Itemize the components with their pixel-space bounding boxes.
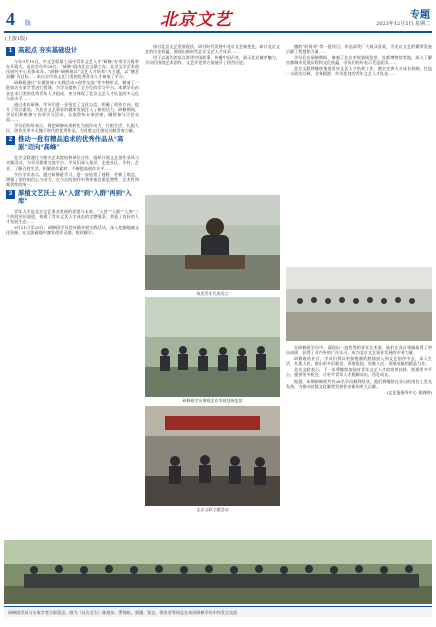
column-middle: [145, 44, 280, 66]
paragraph: 据悉，本期研修班共有28名学员顺利结业，他们将继续在各自的岗位上发光发热，为推动首都文化繁荣发展作出新的更大贡献。: [286, 378, 432, 389]
section-title-2: 推动一批有精品追求的优秀作品从“高原”迈向“高峰”: [18, 136, 124, 152]
continued-from: (上接1版): [5, 36, 28, 42]
page-header: [0, 0, 436, 32]
page-number: 4: [6, 9, 15, 29]
group-panorama-photo: [4, 540, 432, 604]
bottom-photo-caption: 研修班学员与专家学者合影留念。图为（从左至右）陈旭东、罗锡佑、郭涵、张宜、徐亚君等同志在本次研修学员中作发言交流: [8, 610, 238, 615]
paragraph: 北京文联通过与相关艺术院校和单位合作，组织开展文艺创作采风与实践活动，为学员搭建交流平台。学员们深入基层，走进社区、乡村、企业，了解百姓生活，积累创作素材，不断提高创作水平……: [6, 155, 139, 171]
paragraph: 9月21日至25日，研修班学员赴外地开展实践活动，深入挖掘地域文化资源，在交流碰撞中激发创作灵感，收获颇丰。: [6, 225, 139, 236]
photo-caption: 北京文联主题活动: [196, 507, 229, 512]
section-title: 专题: [410, 10, 430, 21]
speaker-photo-art: [145, 195, 280, 290]
paragraph: 研修班通过“专题讲座+实践活动+创作交流”等多种形式，邀请了一批知名专家学者进行授课，为学员提供了全方位的学习平台。本期学员由各艺术门类的优秀青年人才组成，充分体现了北京文艺人才队伍的多元化与高水平……: [6, 80, 139, 101]
header-rule: [4, 31, 432, 33]
paragraph: 探讨北京文艺发展现状，研讨时代发展中北京文艺新变化，研讨北京文艺的历史底蕴，展现出新时代北京文艺人才风采……: [145, 44, 280, 55]
section-number-2: 2: [6, 136, 15, 145]
group-panorama-photo-art: [4, 540, 432, 604]
section-number-1: 1: [6, 47, 15, 56]
event-photo: [145, 406, 280, 506]
paragraph: 研修班结业后，学员们将以更加饱满的热情投入到文艺创作中去，深入生活、扎根人民，推出更多讴歌党、讴歌祖国、讴歌人民、讴歌英雄的精品力作。: [286, 356, 432, 367]
speaker-photo: [145, 195, 280, 290]
paragraph: 学员们在研修期间，参观了北京市规划展览馆、首都博物馆等地，深入了解首都城市发展历程和文化底蕴，学员们纷纷表示受益匪浅……: [286, 55, 432, 66]
paragraph: 播的“时时讲”等一批项目，作品深受广大观众喜爱，为北京文艺的繁荣发展贡献了智慧和力量……: [286, 44, 432, 55]
event-photo-art: [145, 406, 280, 506]
section-heading-1: [6, 47, 139, 56]
paragraph: 多位学员表示，通过研修班学习，进一步拓宽了视野，更新了观念，增强了创作的信心与动力，在今后的创作中将更加注重思想性、艺术性和观赏性的统一。: [6, 171, 139, 187]
photo-caption: 陈述青年代表发言: [196, 291, 229, 296]
group-visit-photo: [145, 297, 280, 397]
section-number-3: 3: [6, 190, 15, 199]
column-right: [286, 44, 432, 78]
meeting-photo-art: [286, 267, 432, 341]
group-visit-photo-art: [145, 297, 280, 397]
paragraph: 通过本次研修，学员们进一步坚定了文化自信，明确了创作方向，提升了综合素质，为北京文艺事业的繁荣发展注入了新的活力。研修期间，学员们积极参与各项学习活动，认真聆听专家讲座，踊跃参与讨论交流……: [6, 101, 139, 123]
paragraph: 学员们纷纷表示，将把研修成果转化为创作动力，扎根生活、扎根人民，创作出更多无愧于时代的优秀作品，为首都文化建设贡献青春力量。: [6, 123, 139, 134]
section-title-3: 厚植文艺沃土 从“入营”到“入群”再到“入库”: [18, 189, 132, 205]
column-left: [6, 44, 139, 236]
section-title-1: 高起点 夯实基础设计: [18, 47, 78, 54]
bottom-photo-caption-bar: [4, 606, 432, 617]
paragraph: 青年人才是北京文艺事业发展的希望与未来。“入营”“入群”“入库”三个阶段层层递进，构建了青年文艺人才成长的完整链条，营造了良好的人才发展生态……: [6, 208, 139, 225]
section-heading-2: [6, 136, 139, 152]
paragraph: 北京文联将继续推进青年文艺人才培养工作，健全完善人才成长机制，打造一支政治过硬、业务精湛、作风优良的青年文艺人才队伍……: [286, 66, 432, 77]
photo-caption: 研修班学员参观北京市规划展览馆: [182, 398, 243, 403]
issue-date: 2023年12月5日 星期二: [376, 21, 430, 27]
paragraph: 在研修班学员中，涌现出一批优秀的青年艺术家，他们在各自领域取得了突出成绩，获得了业内外的广泛认可，成为北京文艺事业发展的中坚力量。: [286, 345, 432, 356]
paragraph: 北京文联表示，下一步将继续加强对青年文艺人才的培养扶持，搭建更多平台，提供更多机会，让更多青年人才脱颖而出、茁壮成长。: [286, 367, 432, 378]
meeting-photo: [286, 267, 432, 341]
paragraph: 今年9月15日，中文艺联第七届中青年文艺人才“研修”专项学习班举办开班式。此次学员共28名。“研修”班由北京文联主办，北京文学艺术创作研究中心具体承办。“研修”研修班以“文艺人才培养”为主题，以“德艺双馨”为目标……来自全市各文艺门类的优秀青年人才参加了学习。: [6, 59, 139, 80]
column-right-lower: [286, 345, 432, 395]
page-suffix: 版: [25, 20, 32, 27]
author-byline: (文艺报指导中心 张晓明): [386, 389, 432, 395]
paragraph: 用于以现代的语言讲述中国故事，传播中国声音，展示北京城市魅力。学员们围绕艺术创作、文艺评论等方面展开了热烈讨论。: [145, 55, 280, 66]
masthead-logo: 北京文艺: [160, 10, 232, 29]
section-heading-3: [6, 190, 139, 206]
